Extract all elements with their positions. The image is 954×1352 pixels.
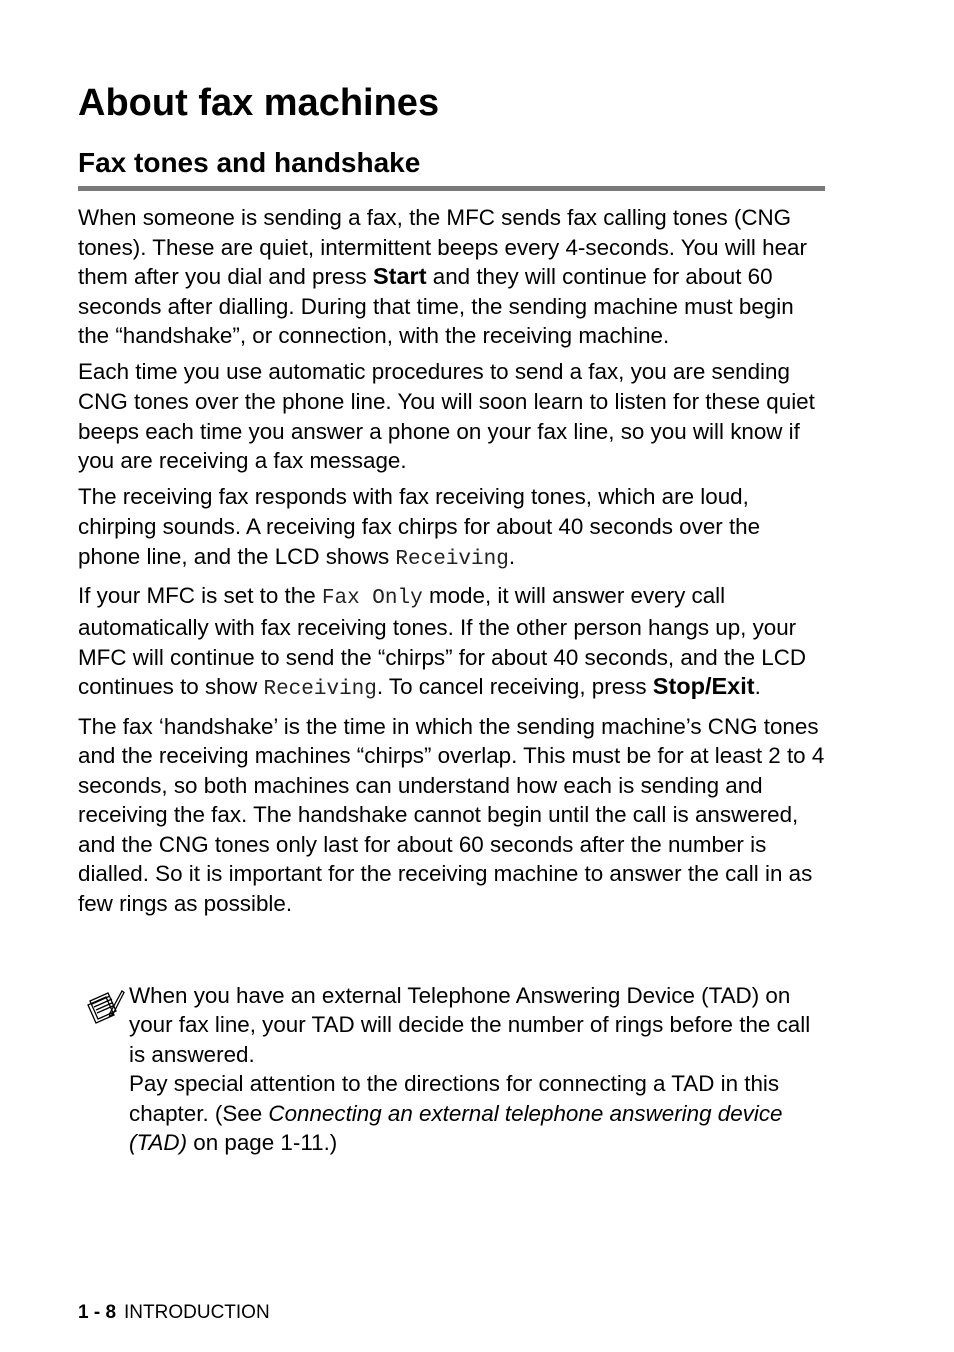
paragraph-text: . (508, 543, 516, 569)
paragraph-text: . To cancel receiving, press (376, 674, 653, 700)
cross-reference-link[interactable]: Connecting an external telephone answering device (TAD) (129, 1100, 783, 1156)
lcd-message: Receiving (263, 678, 377, 702)
page-title: About fax machines (78, 82, 440, 124)
paragraph-automatic-procedures: Each time you use automatic procedures to send a fax, you are sending CNG tones over the phone line. You will soon learn to listen for these quiet beeps each time you answer a phone on your fax line, so you will know if you are receiving a fax message. (78, 359, 815, 474)
note-line: When you have an external Telephone Answering Device (TAD) on your fax line, your TAD will decide the number of rings before the call is answered. (129, 983, 811, 1067)
note-box (78, 981, 826, 1157)
note-text-part: Pay special attention to the directions for connecting a TAD in this chapter. (See (129, 1071, 780, 1126)
section-heading: Fax tones and handshake (78, 147, 421, 178)
note-line (129, 1069, 826, 1157)
paragraph-text: mode, it will answer every call automatically with fax receiving tones. If the other person hangs up, your MFC will continue to send the “chirps” for about 40 seconds, and the LCD continues to show (78, 582, 807, 700)
lcd-message: Receiving (395, 547, 509, 571)
paragraph-text: The receiving fax responds with fax receiving tones, which are loud, chirping sounds. A receiving fax chirps for about 40 seconds over the phone line, and the LCD shows (78, 484, 761, 569)
paragraph-text: . (754, 674, 761, 700)
mode-name: Fax Only (321, 586, 423, 610)
paragraph-cng-tones (78, 203, 826, 351)
note-text-part: on page 1-11.) (187, 1130, 338, 1156)
note-text (129, 981, 826, 1157)
section-divider (78, 186, 825, 191)
page-number: 1 - 8 (78, 1302, 117, 1323)
paragraph-text: and they will continue for about 60 seconds after dialling. During that time, the sending machine must begin the “handshake”, or connection, with the receiving machine. (78, 264, 794, 349)
paragraph-text: When someone is sending a fax, the MFC sends fax calling tones (CNG tones). These are quiet, intermittent beeps every 4-seconds. You will hear them after you dial and press (78, 205, 807, 290)
stop-exit-key-label: Stop/Exit (652, 673, 755, 700)
paragraph-handshake: The fax ‘handshake’ is the time in which the sending machine’s CNG tones and the receiving machines “chirps” overlap. This must be for at least 2 to 4 seconds, so both machines can understand how each is sending and receiving the fax. The handshake cannot begin until the call is answered, and the CNG tones only last for about 60 seconds after the number is dialled. So it is important for the receiving machine to answer the call in as few rings as possible. (78, 713, 825, 917)
paragraph-receiving-tones (78, 482, 826, 574)
note-pad-icon (86, 987, 126, 1027)
body-text (78, 203, 826, 925)
chapter-name: INTRODUCTION (124, 1302, 270, 1323)
paragraph-fax-only-mode (78, 581, 826, 705)
paragraph-text: If your MFC is set to the (78, 582, 322, 608)
start-key-label: Start (372, 263, 427, 290)
page-footer (78, 1301, 270, 1325)
